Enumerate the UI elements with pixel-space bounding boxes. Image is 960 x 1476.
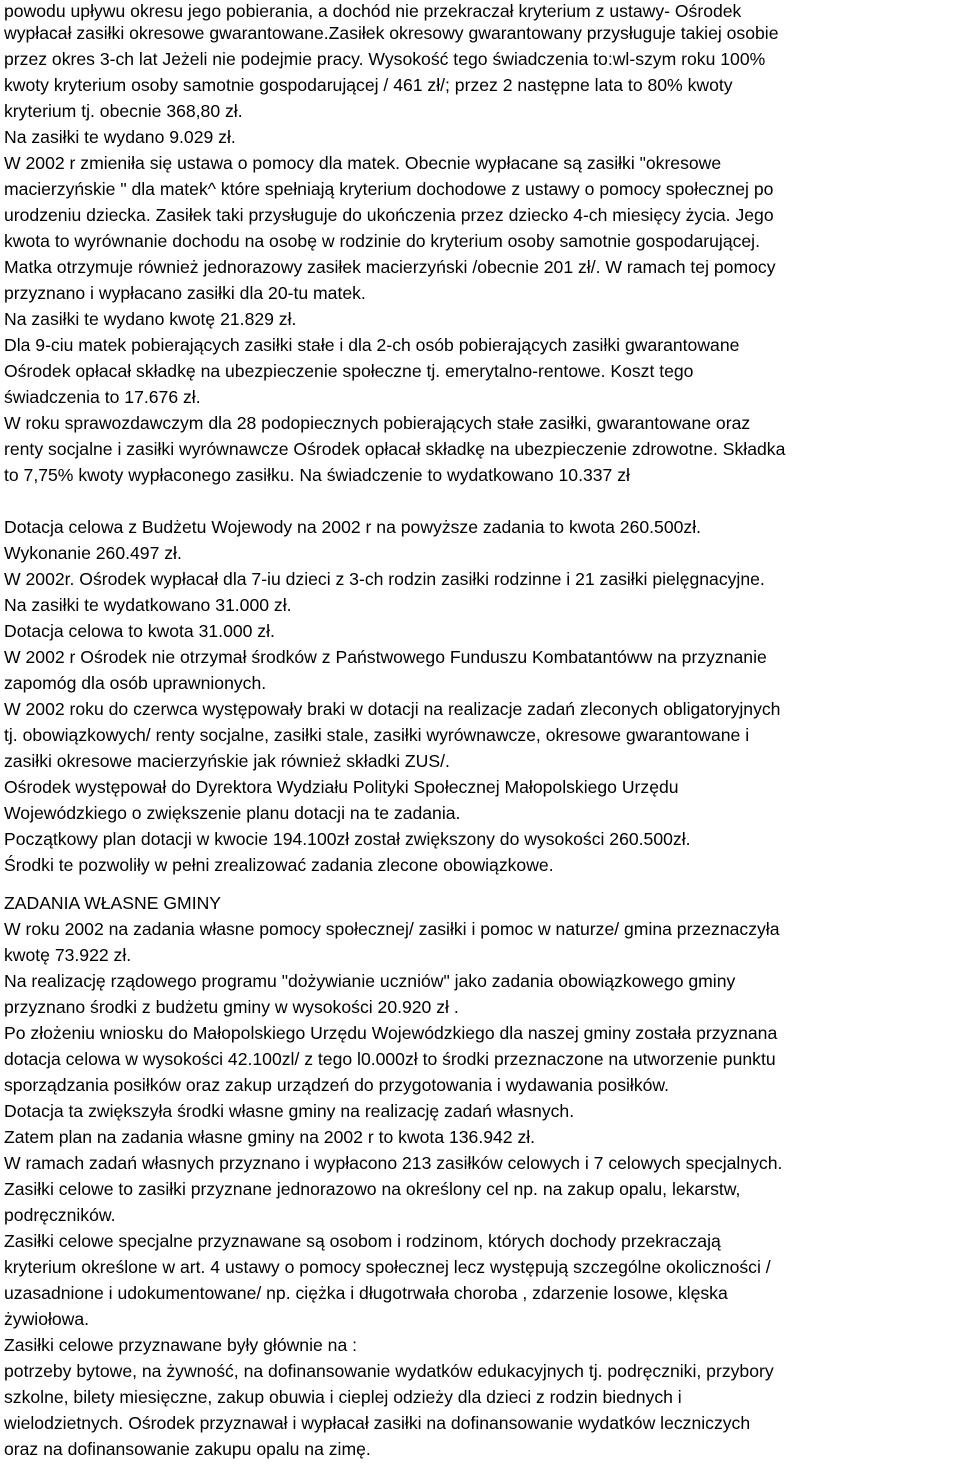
text-line: Dotacja ta zwiększyła środki własne gminy na realizację zadań własnych.	[4, 1101, 575, 1121]
text-line: W roku sprawozdawczym dla 28 podopiecznych pobierających stałe zasiłki, gwarantowane oraz	[4, 413, 751, 433]
text-line: W 2002 r Ośrodek nie otrzymał środków z Państwowego Funduszu Kombatantóww na przyznanie	[4, 647, 767, 667]
text-line: wielodzietnych. Ośrodek przyznawał i wypłacał zasiłki na dofinansowanie wydatków leczniczych	[4, 1413, 751, 1433]
text-line: świadczenia to 17.676 zł.	[4, 387, 201, 407]
text-line: potrzeby bytowe, na żywność, na dofinansowanie wydatków edukacyjnych tj. podręczniki, przybory	[4, 1361, 774, 1381]
text-line: sporządzania posiłków oraz zakup urządzeń do przygotowania i wydawania posiłków.	[4, 1075, 670, 1095]
text-line: tj. obowiązkowych/ renty socjalne, zasiłki stale, zasiłki wyrównawcze, okresowe gwarantowane i	[4, 725, 750, 745]
text-line: macierzyńskie " dla matek^ które spełniają kryterium dochodowe z ustawy o pomocy społecznej po	[4, 179, 774, 199]
text-line: Na zasiłki te wydano kwotę 21.829 zł.	[4, 309, 297, 329]
text-line: przyznano i wypłacano zasiłki dla 20-tu matek.	[4, 283, 366, 303]
text-line: oraz na dofinansowanie zakupu opalu na zimę.	[4, 1439, 371, 1459]
text-line: kwotę 73.922 zł.	[4, 945, 132, 965]
text-line: Środki te pozwoliły w pełni zrealizować zadania zlecone obowiązkowe.	[4, 855, 554, 875]
text-line: Wojewódzkiego o zwiększenie planu dotacji na te zadania.	[4, 803, 461, 823]
text-line: zapomóg dla osób uprawnionych.	[4, 673, 267, 693]
text-line: Dotacja celowa to kwota 31.000 zł.	[4, 621, 275, 641]
text-line: Wykonanie 260.497 zł.	[4, 543, 182, 563]
section-heading: ZADANIA WŁASNE GMINY	[4, 893, 222, 913]
text-line: urodzeniu dziecka. Zasiłek taki przysługuje do ukończenia przez dziecko 4-ch miesięcy życia. Jego	[4, 205, 774, 225]
text-line: wypłacał zasiłki okresowe gwarantowane.Zasiłek okresowy gwarantowany przysługuje takiej osobie	[4, 23, 779, 43]
text-line: Na zasiłki te wydatkowano 31.000 zł.	[4, 595, 292, 615]
text-line: renty socjalne i zasiłki wyrównawcze Ośrodek opłacał składkę na ubezpieczenie zdrowotne. Składka	[4, 439, 786, 459]
text-line: Zasiłki celowe specjalne przyznawane są osobom i rodzinom, których dochody przekraczają	[4, 1231, 721, 1251]
text-line: Ośrodek występował do Dyrektora Wydziału Polityki Społecznej Małopolskiego Urzędu	[4, 777, 679, 797]
text-line: Ośrodek opłacał składkę na ubezpieczenie społeczne tj. emerytalno-rentowe. Koszt tego	[4, 361, 694, 381]
text-line: przez okres 3-ch lat Jeżeli nie podejmie pracy. Wysokość tego świadczenia to:wl-szym roku 100%	[4, 49, 766, 69]
text-line: W 2002 r zmieniła się ustawa o pomocy dla matek. Obecnie wypłacane są zasiłki "okresowe	[4, 153, 722, 173]
text-line: Zasiłki celowe przyznawane były głównie na :	[4, 1335, 358, 1355]
text-line: uzasadnione i udokumentowane/ np. ciężka i długotrwała choroba , zdarzenie losowe, klęska	[4, 1283, 728, 1303]
text-line: W roku 2002 na zadania własne pomocy społecznej/ zasiłki i pomoc w naturze/ gmina przeznaczyła	[4, 919, 780, 939]
text-line: Dotacja celowa z Budżetu Wojewody na 2002 r na powyższe zadania to kwota 260.500zł.	[4, 517, 701, 537]
text-line: W 2002r. Ośrodek wypłacał dla 7-iu dzieci z 3-ch rodzin zasiłki rodzinne i 21 zasiłki pielęgnacyjne.	[4, 569, 765, 589]
text-line: kwoty kryterium osoby samotnie gospodarującej / 461 zł/; przez 2 następne lata to 80% kwoty	[4, 75, 733, 95]
text-line: kryterium określone w art. 4 ustawy o pomocy społecznej lecz występują szczególne okoliczności /	[4, 1257, 771, 1277]
text-line: Zasiłki celowe to zasiłki przyznane jednorazowo na określony cel np. na zakup opalu, lekarstw,	[4, 1179, 741, 1199]
text-line: żywiołowa.	[4, 1309, 90, 1329]
text-line: Matka otrzymuje również jednorazowy zasiłek macierzyński /obecnie 201 zł/. W ramach tej pomocy	[4, 257, 776, 277]
text-line: Początkowy plan dotacji w kwocie 194.100zł został zwiększony do wysokości 260.500zł.	[4, 829, 691, 849]
text-line: Na zasiłki te wydano 9.029 zł.	[4, 127, 236, 147]
text-line: przyznano środki z budżetu gminy w wysokości 20.920 zł .	[4, 997, 459, 1017]
text-line: kryterium tj. obecnie 368,80 zł.	[4, 101, 243, 121]
text-line: powodu upływu okresu jego pobierania, a dochód nie przekraczał kryterium z ustawy- Ośrodek	[4, 1, 742, 21]
text-line: dotacja celowa w wysokości 42.100zl/ z tego l0.000zł to środki przeznaczone na utworzenie punktu	[4, 1049, 776, 1069]
text-line: kwota to wyrównanie dochodu na osobę w rodzinie do kryterium osoby samotnie gospodarującej.	[4, 231, 760, 251]
text-line: szkolne, bilety miesięczne, zakup obuwia i cieplej odzieży dla dzieci z rodzin biednych i	[4, 1387, 682, 1407]
text-line: W ramach zadań własnych przyznano i wypłacono 213 zasiłków celowych i 7 celowych specjalnych.	[4, 1153, 783, 1173]
text-line: podręczników.	[4, 1205, 116, 1225]
text-line: Po złożeniu wniosku do Małopolskiego Urzędu Wojewódzkiego dla naszej gminy została przyznana	[4, 1023, 778, 1043]
text-line: zasiłki okresowe macierzyńskie jak również składki ZUS/.	[4, 751, 450, 771]
text-line: W 2002 roku do czerwca występowały braki w dotacji na realizacje zadań zleconych obligatoryjnych	[4, 699, 781, 719]
text-line: to 7,75% kwoty wypłaconego zasiłku. Na świadczenie to wydatkowano 10.337 zł	[4, 465, 630, 485]
text-line: Zatem plan na zadania własne gminy na 2002 r to kwota 136.942 zł.	[4, 1127, 536, 1147]
text-line: Dla 9-ciu matek pobierających zasiłki stałe i dla 2-ch osób pobierających zasiłki gwarantowane	[4, 335, 740, 355]
text-line: Na realizację rządowego programu "dożywianie uczniów" jako zadania obowiązkowego gminy	[4, 971, 736, 991]
